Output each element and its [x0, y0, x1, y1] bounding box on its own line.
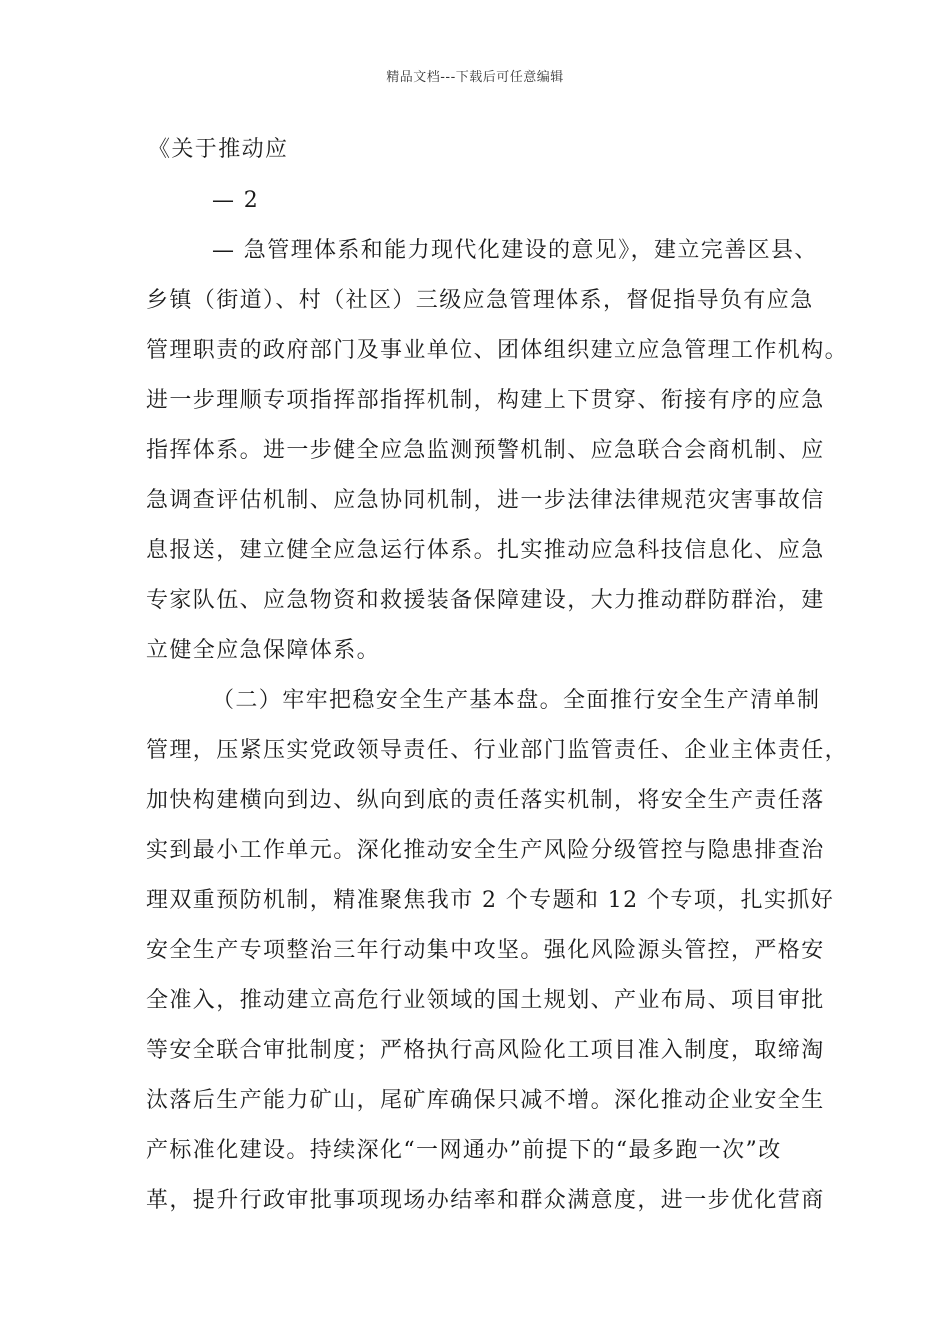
text-line: 专家队伍、应急物资和救援装备保障建设，大力推动群防群治，建: [146, 588, 825, 613]
text-line: 产标准化建设。持续深化“一网通办”前提下的“最多跑一次”改: [146, 1138, 782, 1163]
text-line: （二）牢牢把稳安全生产基本盘。全面推行安全生产清单制: [212, 688, 821, 713]
text-line: 《关于推动应: [148, 137, 289, 162]
text-line: 急调查评估机制、应急协同机制，进一步法律法律规范灾害事故信: [146, 488, 825, 513]
text-line: 息报送，建立健全应急运行体系。扎实推动应急科技信息化、应急: [146, 538, 825, 563]
text-line: 进一步理顺专项指挥部指挥机制，构建上下贯穿、衔接有序的应急: [146, 388, 825, 413]
text-line: — 2: [212, 188, 260, 213]
page-header: 精品文档---下载后可任意编辑: [386, 70, 564, 85]
text-line: 立健全应急保障体系。: [146, 638, 381, 663]
text-line: 加快构建横向到边、纵向到底的责任落实机制，将安全生产责任落: [146, 788, 825, 813]
text-line: 实到最小工作单元。深化推动安全生产风险分级管控与隐患排查治: [146, 838, 825, 863]
text-line: 理双重预防机制，精准聚焦我市 2 个专题和 12 个专项，扎实抓好: [146, 888, 835, 913]
text-line: 等安全联合审批制度；严格执行高风险化工项目准入制度，取缔淘: [146, 1038, 825, 1063]
text-line: 指挥体系。进一步健全应急监测预警机制、应急联合会商机制、应: [146, 438, 825, 463]
text-line: 革，提升行政审批事项现场办结率和群众满意度，进一步优化营商: [146, 1188, 825, 1213]
text-line: 全准入，推动建立高危行业领域的国土规划、产业布局、项目审批: [146, 988, 825, 1013]
text-line: 管理，压紧压实党政领导责任、行业部门监管责任、企业主体责任，: [146, 738, 849, 763]
text-line: 汰落后生产能力矿山，尾矿库确保只减不增。深化推动企业安全生: [146, 1088, 825, 1113]
text-line: — 急管理体系和能力现代化建设的意见》，建立完善区县、: [212, 238, 818, 263]
text-line: 管理职责的政府部门及事业单位、团体组织建立应急管理工作机构。: [146, 338, 849, 363]
text-line: 安全生产专项整治三年行动集中攻坚。强化风险源头管控，严格安: [146, 938, 825, 963]
text-line: 乡镇（街道）、村（社区）三级应急管理体系，督促指导负有应急: [146, 288, 814, 313]
